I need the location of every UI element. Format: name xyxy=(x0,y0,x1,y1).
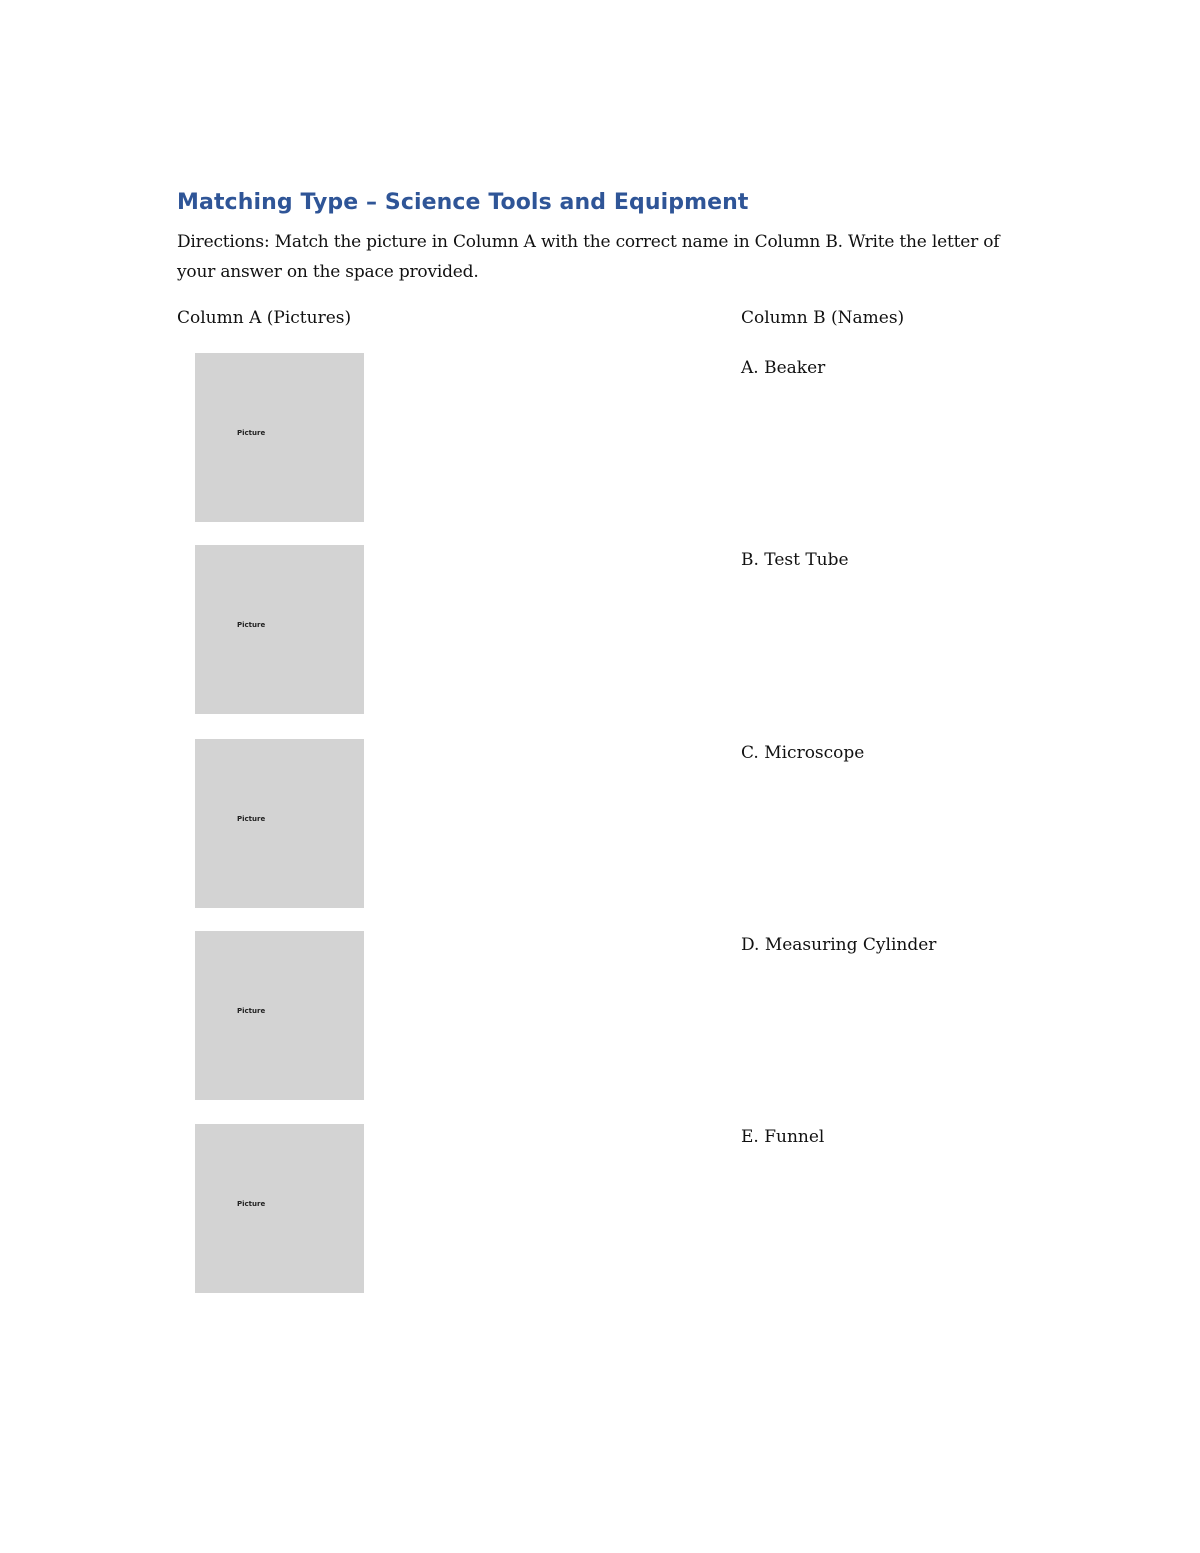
name-item-beaker: A. Beaker xyxy=(741,358,826,378)
picture-label: Picture xyxy=(237,621,266,629)
name-item-measuring-cylinder: D. Measuring Cylinder xyxy=(741,935,937,955)
picture-placeholder-4 xyxy=(195,931,364,1100)
picture-label: Picture xyxy=(237,815,266,823)
picture-label: Picture xyxy=(237,429,266,437)
picture-label: Picture xyxy=(237,1200,266,1208)
picture-placeholder-1 xyxy=(195,353,364,522)
name-item-funnel: E. Funnel xyxy=(741,1127,825,1147)
directions-text: Directions: Match the picture in Column A with the correct name in Column B. Write the letter of your answer on the space provided. xyxy=(177,232,1000,282)
column-a-heading: Column A (Pictures) xyxy=(177,308,352,328)
picture-placeholder-5 xyxy=(195,1124,364,1293)
name-item-test-tube: B. Test Tube xyxy=(741,550,849,570)
name-item-microscope: C. Microscope xyxy=(741,743,865,763)
column-b-heading: Column B (Names) xyxy=(741,308,905,328)
picture-placeholder-3 xyxy=(195,739,364,908)
picture-label: Picture xyxy=(237,1007,266,1015)
page-title: Matching Type – Science Tools and Equipment xyxy=(177,190,749,215)
picture-placeholder-2 xyxy=(195,545,364,714)
